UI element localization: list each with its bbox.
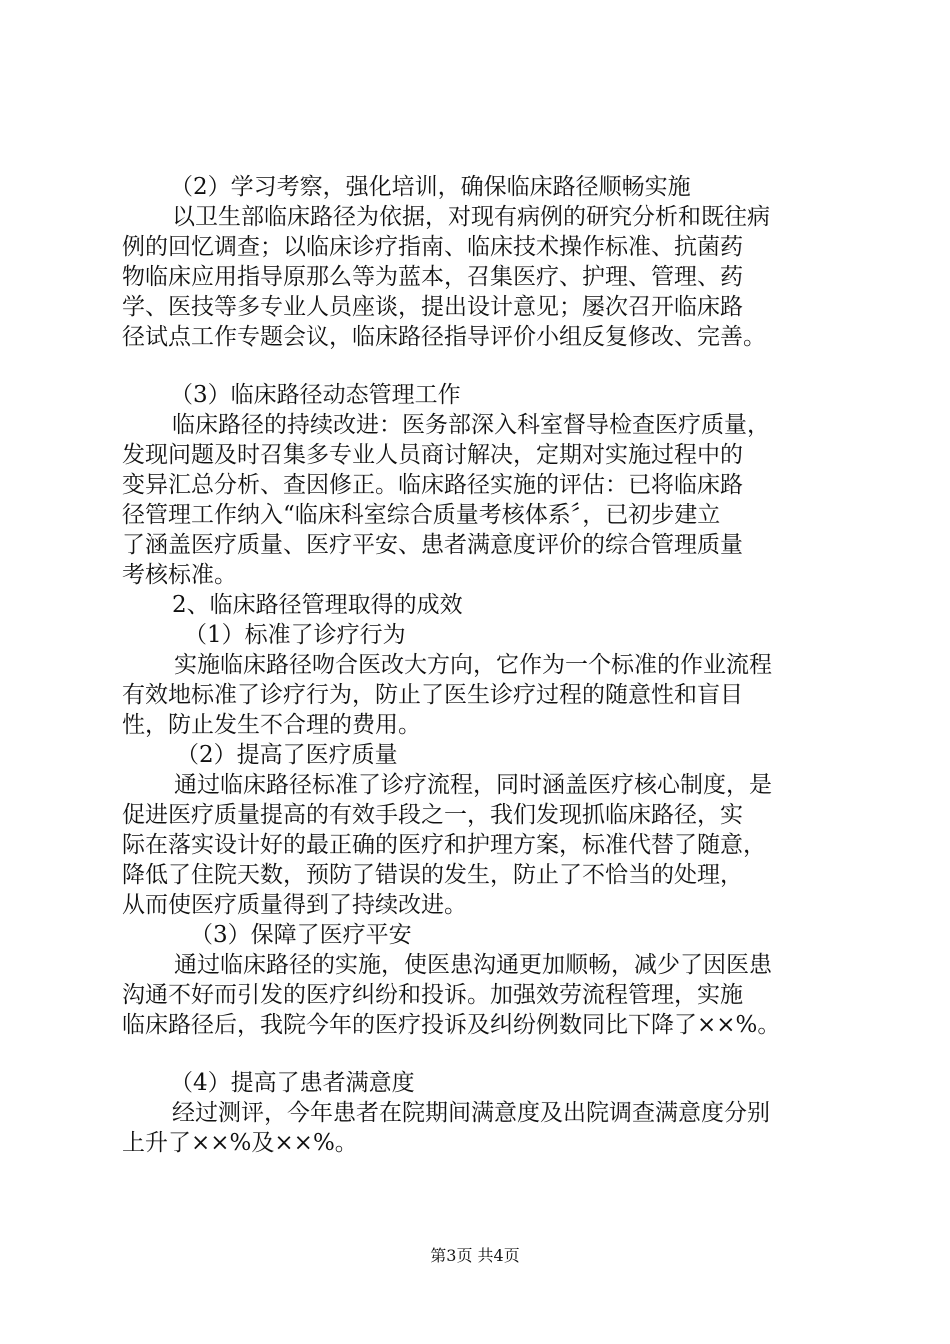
paragraph-line: 发现问题及时召集多专业人员商讨解决，定期对实施过程中的 xyxy=(122,442,743,468)
paragraph-line: 促进医疗质量提高的有效手段之一，我们发现抓临床路径，实 xyxy=(122,802,743,828)
paragraph-line: 了涵盖医疗质量、医疗平安、患者满意度评价的综合管理质量 xyxy=(122,532,743,558)
paragraph-line: 沟通不好而引发的医疗纠纷和投诉。加强效劳流程管理，实施 xyxy=(122,982,743,1008)
paragraph-line: 降低了住院天数，预防了错误的发生，防止了不恰当的处理， xyxy=(122,862,743,888)
paragraph-line: 通过临床路径的实施，使医患沟通更加顺畅，减少了因医患 xyxy=(174,952,772,978)
paragraph-line: 物临床应用指导原那么等为蓝本，召集医疗、护理、管理、药 xyxy=(122,264,743,290)
paragraph-line: 学、医技等多专业人员座谈，提出设计意见；屡次召开临床路 xyxy=(122,294,743,320)
paragraph-line: 考核标准。 xyxy=(122,562,237,588)
paragraph-line: 临床路径的持续改进：医务部深入科室督导检查医疗质量， xyxy=(172,412,770,438)
section-heading: （3）保障了医疗平安 xyxy=(190,922,412,948)
section-heading: （2）学习考察，强化培训，确保临床路径顺畅实施 xyxy=(170,174,691,200)
paragraph-line: 通过临床路径标准了诊疗流程，同时涵盖医疗核心制度，是 xyxy=(174,772,772,798)
section-heading: （4）提高了患者满意度 xyxy=(170,1070,415,1096)
paragraph-line: 径试点工作专题会议，临床路径指导评价小组反复修改、完善。 xyxy=(122,324,766,350)
section-heading: （2）提高了医疗质量 xyxy=(176,742,398,768)
paragraph-line: 例的回忆调查；以临床诊疗指南、临床技术操作标准、抗菌药 xyxy=(122,234,743,260)
paragraph-line: 从而使医疗质量得到了持续改进。 xyxy=(122,892,467,918)
section-heading: （1）标准了诊疗行为 xyxy=(184,622,406,648)
paragraph-line: 径管理工作纳入“临床科室综合质量考核体系〞，已初步建立 xyxy=(122,502,721,528)
page-footer: 第3页 共4页 xyxy=(430,1246,520,1265)
paragraph-line: 际在落实设计好的最正确的医疗和护理方案，标准代替了随意， xyxy=(122,832,766,858)
section-heading: （3）临床路径动态管理工作 xyxy=(170,382,461,408)
paragraph-spacer xyxy=(122,1040,842,1068)
paragraph-line: 实施临床路径吻合医改大方向，它作为一个标准的作业流程 xyxy=(174,652,772,678)
paragraph-spacer xyxy=(122,352,842,380)
paragraph-line: 性，防止发生不合理的费用。 xyxy=(122,712,421,738)
paragraph-line: 临床路径后，我院今年的医疗投诉及纠纷例数同比下降了××%。 xyxy=(122,1012,781,1038)
section-heading: 2、临床路径管理取得的成效 xyxy=(172,592,463,618)
paragraph-line: 以卫生部临床路径为依据，对现有病例的研究分析和既往病 xyxy=(172,204,770,230)
paragraph-line: 有效地标准了诊疗行为，防止了医生诊疗过程的随意性和盲目 xyxy=(122,682,743,708)
paragraph-line: 变异汇总分析、查因修正。临床路径实施的评估：已将临床路 xyxy=(122,472,743,498)
paragraph-line: 经过测评，今年患者在院期间满意度及出院调查满意度分别 xyxy=(172,1100,770,1126)
paragraph-line: 上升了××%及××%。 xyxy=(122,1130,358,1156)
document-body xyxy=(122,172,842,1158)
